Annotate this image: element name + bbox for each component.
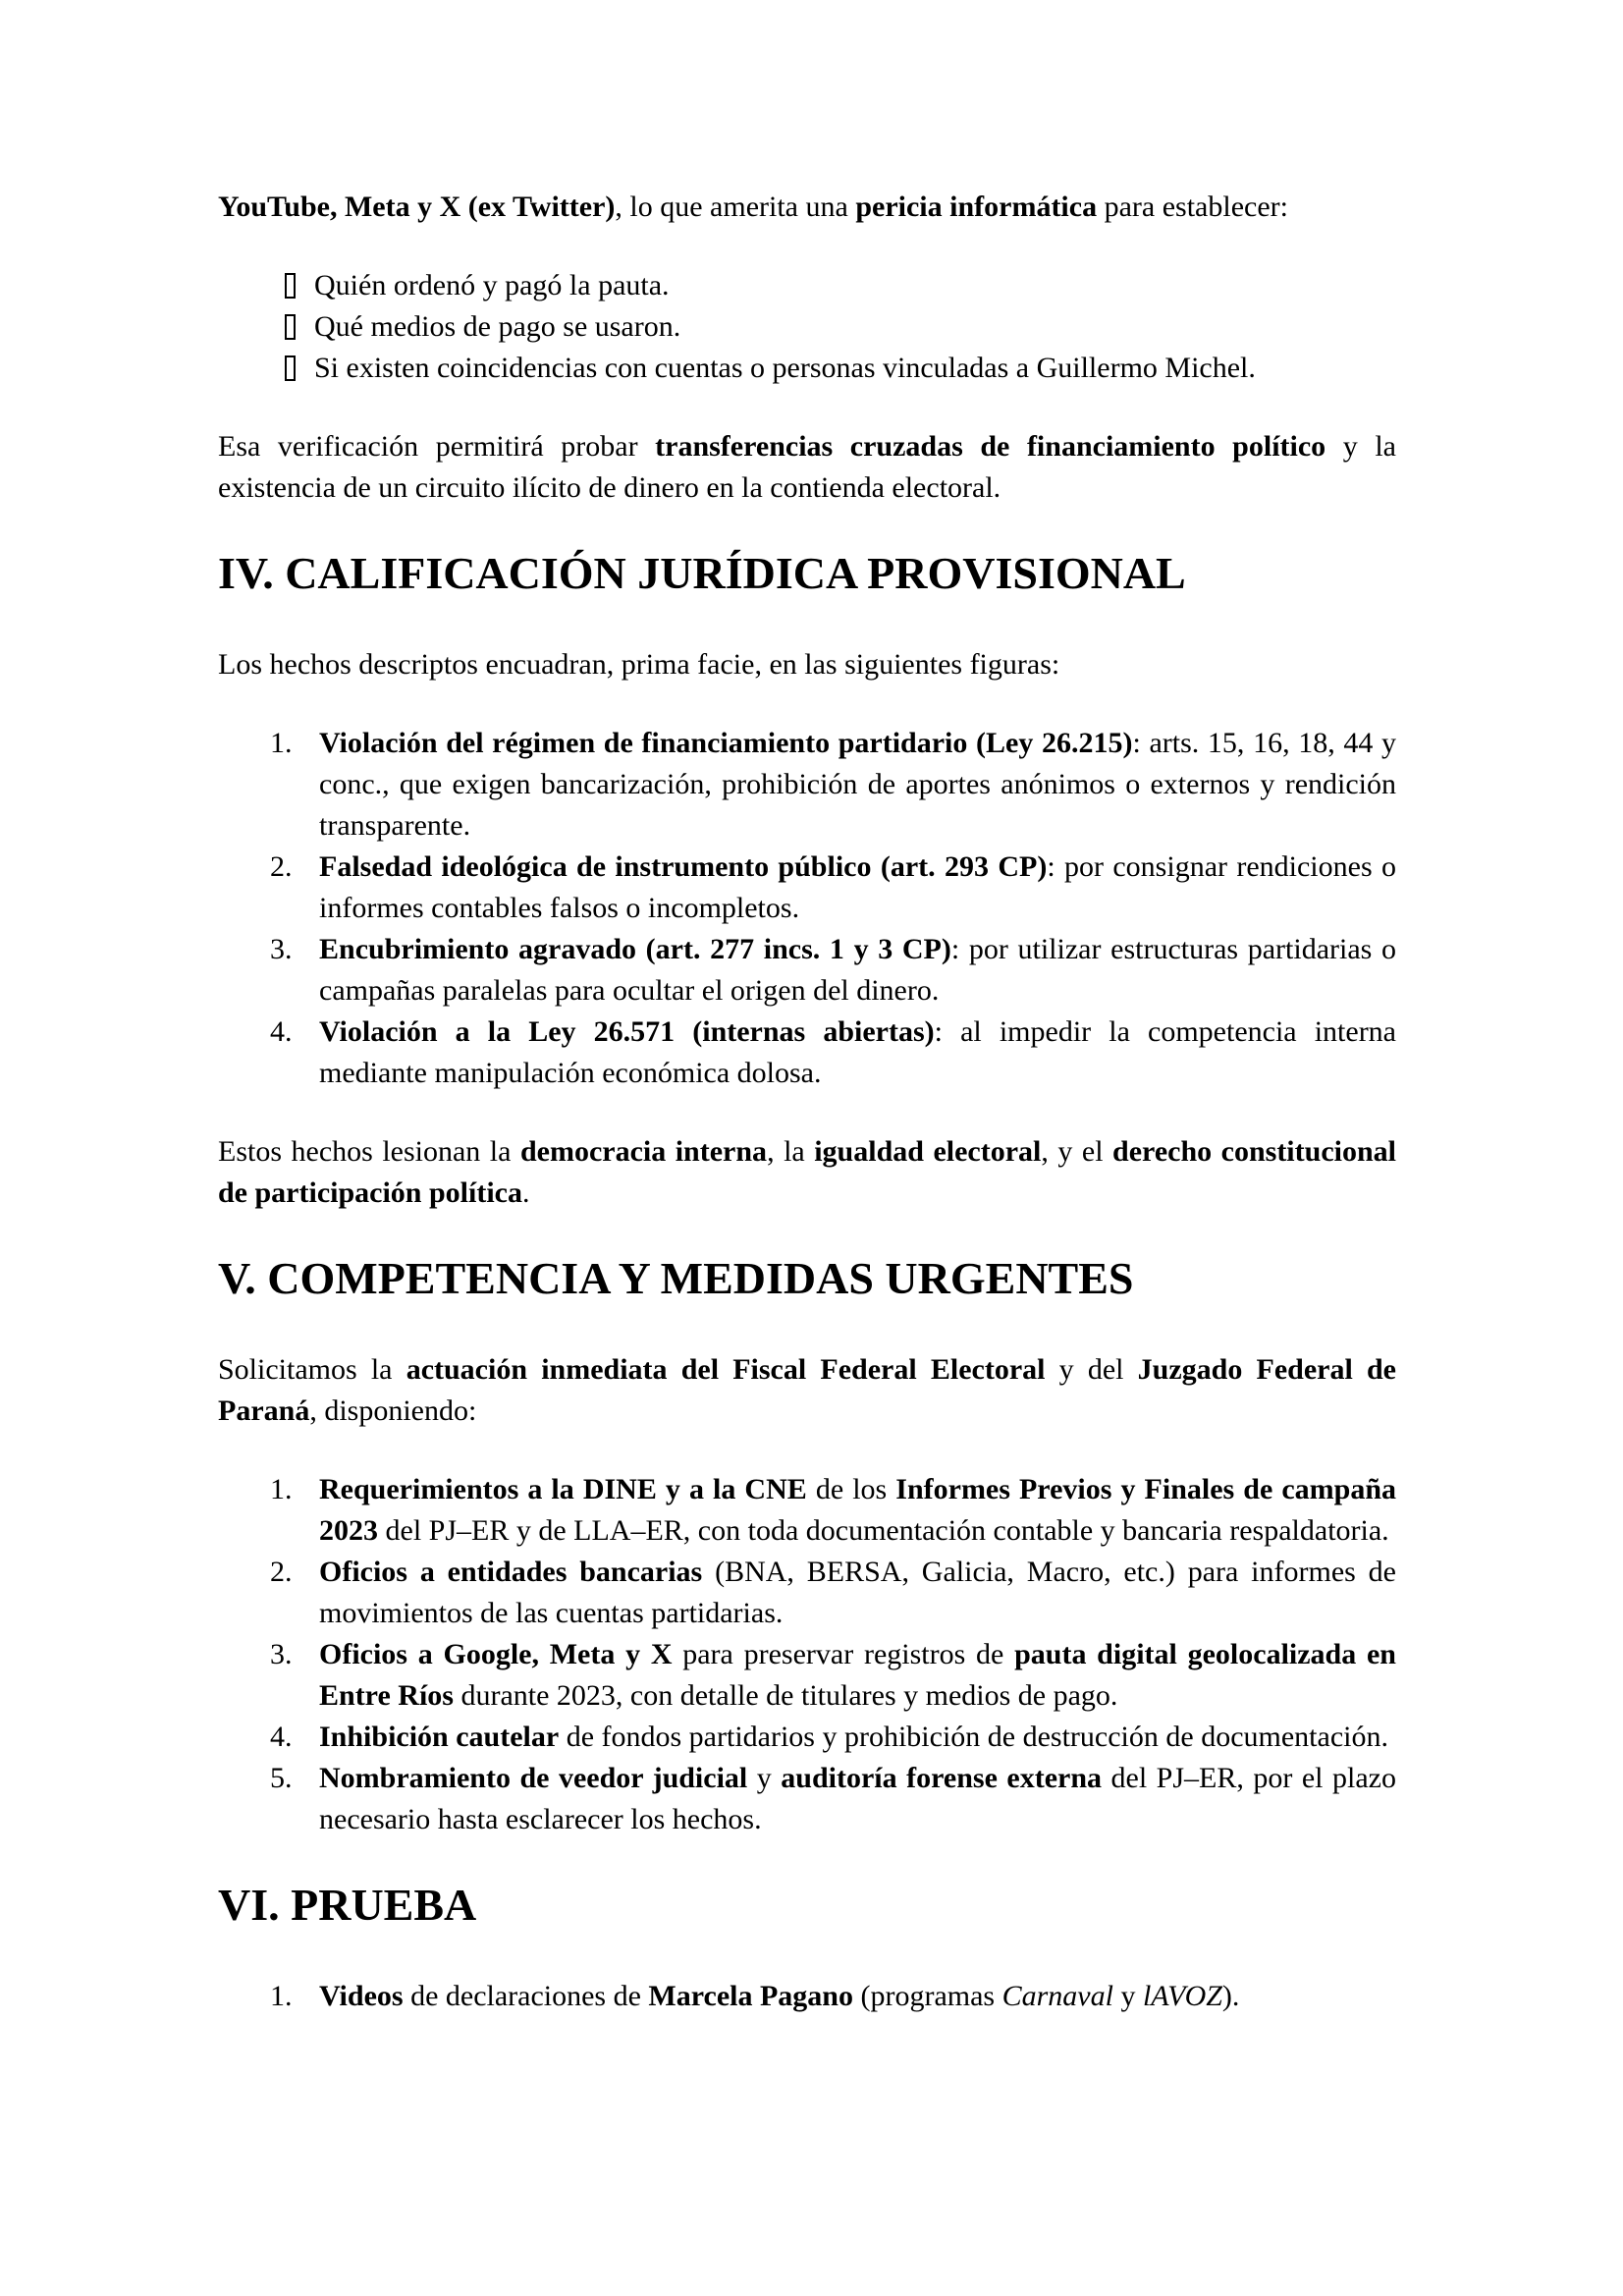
numbered-item xyxy=(218,1717,1396,1758)
text-segment: Encubrimiento agravado (art. 277 incs. 1 y 3 CP) xyxy=(319,933,951,965)
text-segment: del PJ–ER y de LLA–ER, con toda documentación contable y bancaria respaldatoria. xyxy=(378,1514,1389,1547)
text-segment: pericia informática xyxy=(855,191,1098,223)
text-segment: Violación del régimen de financiamiento partidario (Ley 26.215) xyxy=(319,727,1133,759)
list-number: 4. xyxy=(270,1721,293,1753)
numbered-item xyxy=(218,1758,1396,1840)
list-number: 2. xyxy=(270,1556,293,1588)
text-segment: Si existen coincidencias con cuentas o personas vinculadas a Guillermo Michel. xyxy=(314,352,1256,384)
bullet-list xyxy=(218,265,1396,389)
text-segment: derecho constitucional de participación política xyxy=(218,1135,1396,1209)
numbered-item xyxy=(218,1552,1396,1634)
text-segment: Violación a la Ley 26.571 (internas abiertas) xyxy=(319,1015,935,1048)
text-segment: , la xyxy=(767,1135,815,1168)
text-segment: Marcela Pagano xyxy=(648,1980,853,2012)
missing-glyph-bullet-icon xyxy=(285,314,296,340)
text-segment: Videos xyxy=(319,1980,404,2012)
list-number: 1. xyxy=(270,727,293,759)
text-segment: Oficios a Google, Meta y X xyxy=(319,1638,673,1670)
numbered-item xyxy=(218,929,1396,1011)
section-heading: VI. PRUEBA xyxy=(218,1880,477,1930)
text-segment: y del xyxy=(1045,1353,1138,1386)
text-segment: Informes Previos y Finales de campaña 2023 xyxy=(319,1473,1396,1547)
body-paragraph xyxy=(218,644,1396,685)
numbered-item xyxy=(218,1011,1396,1094)
text-segment: pauta digital geolocalizada en Entre Ríos xyxy=(319,1638,1396,1712)
text-segment: auditoría forense externa xyxy=(781,1762,1103,1794)
text-segment: Estos hechos lesionan la xyxy=(218,1135,520,1168)
text-segment: igualdad electoral xyxy=(814,1135,1042,1168)
text-segment: Esa verificación permitirá probar xyxy=(218,430,656,463)
text-segment: Carnaval xyxy=(1001,1980,1113,2012)
text-segment: Juzgado Federal de Paraná xyxy=(218,1353,1396,1427)
text-segment: y xyxy=(1112,1980,1143,2012)
missing-glyph-bullet-icon xyxy=(285,355,296,381)
text-segment: del PJ–ER, por el plazo necesario hasta esclarecer los hechos. xyxy=(319,1762,1396,1835)
text-segment: para establecer: xyxy=(1097,191,1288,223)
text-segment: YouTube, Meta y X (ex Twitter) xyxy=(218,191,616,223)
text-segment: de los xyxy=(806,1473,896,1505)
text-segment: de fondos partidarios y prohibición de destrucción de documentación. xyxy=(559,1721,1388,1753)
text-segment: Qué medios de pago se usaron. xyxy=(314,310,681,343)
missing-glyph-bullet-icon xyxy=(285,273,296,299)
text-segment: : arts. 15, 16, 18, 44 y conc., que exigen bancarización, prohibición de aportes anónimos o externos y rendición transparente. xyxy=(319,727,1396,842)
numbered-list xyxy=(218,1976,1396,2017)
text-segment: Requerimientos a la DINE y a la CNE xyxy=(319,1473,807,1505)
body-paragraph xyxy=(218,1131,1396,1214)
body-paragraph xyxy=(218,1349,1396,1432)
list-number: 4. xyxy=(270,1015,293,1048)
text-segment: Los hechos descriptos encuadran, prima facie, en las siguientes figuras: xyxy=(218,648,1060,681)
numbered-item xyxy=(218,1634,1396,1717)
text-segment: : al impedir la competencia interna mediante manipulación económica dolosa. xyxy=(319,1015,1397,1089)
bullet-item xyxy=(218,306,1396,348)
text-segment: actuación inmediata del Fiscal Federal Electoral xyxy=(406,1353,1046,1386)
text-segment: ). xyxy=(1221,1980,1240,2012)
text-segment: Oficios a entidades bancarias xyxy=(319,1556,703,1588)
list-number: 5. xyxy=(270,1762,293,1794)
list-number: 3. xyxy=(270,933,293,965)
text-segment: durante 2023, con detalle de titulares y medios de pago. xyxy=(453,1679,1118,1712)
text-segment: lAVOZ xyxy=(1142,1980,1222,2012)
text-segment: de declaraciones de xyxy=(403,1980,649,2012)
text-segment: democracia interna xyxy=(519,1135,768,1168)
text-segment: transferencias cruzadas de financiamiento político xyxy=(655,430,1326,463)
section-heading: V. COMPETENCIA Y MEDIDAS URGENTES xyxy=(218,1253,1134,1303)
numbered-item xyxy=(218,1469,1396,1552)
text-segment: Falsedad ideológica de instrumento público (art. 293 CP) xyxy=(319,850,1048,883)
body-paragraph xyxy=(218,187,1396,228)
text-segment: . xyxy=(522,1176,530,1209)
text-segment: , disponiendo: xyxy=(309,1394,477,1427)
text-segment: , y el xyxy=(1041,1135,1113,1168)
bullet-item xyxy=(218,265,1396,306)
text-segment: : por utilizar estructuras partidarias o campañas paralelas para ocultar el origen del dinero. xyxy=(319,933,1396,1007)
list-number: 2. xyxy=(270,850,293,883)
numbered-item xyxy=(218,723,1396,847)
numbered-list xyxy=(218,723,1396,1094)
text-segment: Inhibición cautelar xyxy=(319,1721,560,1753)
text-segment: Solicitamos la xyxy=(218,1353,406,1386)
text-segment: para preservar registros de xyxy=(672,1638,1015,1670)
text-segment: y xyxy=(747,1762,782,1794)
list-number: 1. xyxy=(270,1980,293,2012)
numbered-item xyxy=(218,847,1396,929)
numbered-item xyxy=(218,1976,1396,2017)
list-number: 3. xyxy=(270,1638,293,1670)
section-heading: IV. CALIFICACIÓN JURÍDICA PROVISIONAL xyxy=(218,548,1186,598)
text-segment: , lo que amerita una xyxy=(615,191,856,223)
text-segment: Quién ordenó y pagó la pauta. xyxy=(314,269,670,301)
text-segment: y la existencia de un circuito ilícito de dinero en la contienda electoral. xyxy=(218,430,1397,504)
bullet-item xyxy=(218,348,1396,389)
text-segment: (BNA, BERSA, Galicia, Macro, etc.) para informes de movimientos de las cuentas partidarias. xyxy=(319,1556,1396,1629)
text-segment: : por consignar rendiciones o informes contables falsos o incompletos. xyxy=(319,850,1396,924)
list-number: 1. xyxy=(270,1473,293,1505)
numbered-list xyxy=(218,1469,1396,1840)
text-segment: (programas xyxy=(853,1980,1002,2012)
text-segment: Nombramiento de veedor judicial xyxy=(319,1762,748,1794)
body-paragraph xyxy=(218,426,1396,509)
